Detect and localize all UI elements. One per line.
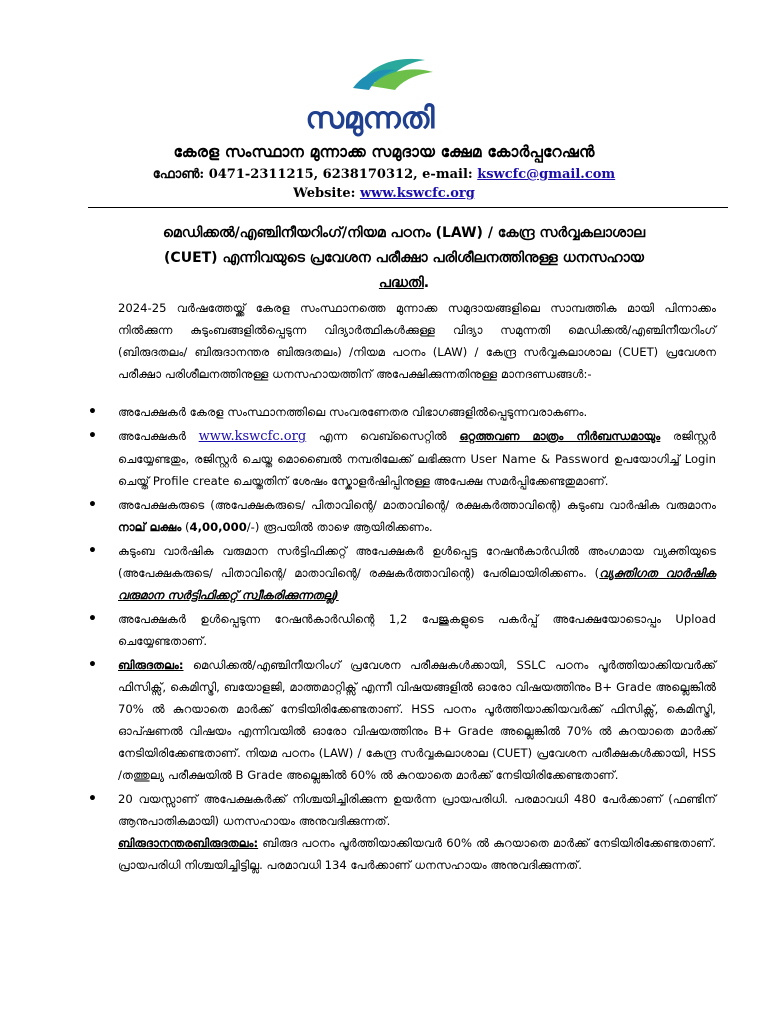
list-item bbox=[88, 494, 716, 538]
criteria-text: /-) രൂപയിൽ താഴെ ആയിരിക്കണം. bbox=[246, 520, 433, 534]
criteria-text: അപേക്ഷകർ bbox=[118, 429, 199, 443]
criteria-text: ( bbox=[181, 520, 190, 534]
criteria-text: 20 വയസ്സാണ് അപേക്ഷകർക്ക് നിശ്ചയിച്ചിരിക്കുന്ന ഉയർന്ന പ്രായപരിധി. പരമാവധി 480 പേർക്കാണ് (ഫണ്ടിന് ആനുപാതികമായി) ധനസഹായം അനുവദിക്കുന്നത്. bbox=[118, 792, 716, 828]
title-line-2: (CUET) എന്നിവയുടെ പ്രവേശന പരീക്ഷാ പരിശീലനത്തിനുള്ള ധനസഹായ bbox=[164, 250, 644, 266]
header-divider bbox=[88, 207, 728, 208]
title-line-1: മെഡിക്കൽ/എഞ്ചിനീയറിംഗ്/നിയമ പഠനം (LAW) / കേന്ദ്ര സർവ്വകലാശാല bbox=[162, 225, 646, 241]
list-item bbox=[88, 540, 716, 606]
email-link[interactable]: kswcfc@gmail.com bbox=[477, 167, 616, 182]
list-item bbox=[88, 788, 716, 832]
title-tail: . bbox=[423, 275, 430, 291]
criteria-list bbox=[88, 401, 716, 878]
website-line bbox=[0, 186, 768, 201]
criteria-emphasis: ഒറ്റത്തവണ മാത്രം നിർബന്ധമായും bbox=[459, 429, 661, 443]
bullet-icon: • bbox=[88, 428, 97, 444]
intro-paragraph: 2024-25 വർഷത്തേയ്ക്ക് കേരള സംസ്ഥാനത്തെ മുന്നാക്ക സമുദായങ്ങളിലെ സാമ്പത്തിക മായി പിന്നാക്കം നിൽക്കുന്ന കുടുംബങ്ങളിൽപ്പെടുന്ന വിദ്യാർത്ഥികൾക്കുള്ള വിദ്യാ സമുന്നതി മെഡിക്കൽ/എഞ്ചിനീയറിംഗ് (ബിരുദതലം/ ബിരുദാനന്തര ബിരുദതലം) /നിയമ പഠനം (LAW) / കേന്ദ്ര സർവ്വകലാശാല (CUET) പ്രവേശന പരീക്ഷാ പരിശീലനത്തിനുള്ള ധനസഹായത്തിന് അപേക്ഷിക്കുന്നതിനുള്ള മാനദണ്ഡങ്ങൾ:- bbox=[118, 301, 716, 381]
org-name: കേരള സംസ്ഥാന മുന്നാക്ക സമുദായ ക്ഷേമ കോർപ്പറേഷൻ bbox=[173, 143, 595, 161]
contact-line bbox=[0, 167, 768, 182]
section-label-postgraduate: ബിരുദാനന്തരബിരുദതലം: bbox=[118, 836, 259, 850]
list-item bbox=[88, 401, 716, 423]
title-line-3 bbox=[86, 271, 722, 296]
criteria-text: അപേക്ഷകരുടെ (അപേക്ഷകരുടെ/ പിതാവിന്റെ/ മാതാവിന്റെ/ രക്ഷകർത്താവിന്റെ) കുടുംബ വാർഷിക വരുമാനം bbox=[118, 498, 716, 512]
list-item bbox=[88, 608, 716, 652]
criteria-text: രജിസ്റ്റർ ചെയ്യേണ്ടതും, രജിസ്റ്റർ ചെയ്ത മൊബൈൽ നമ്പരിലേക്ക് ലഭിക്കുന്ന User Name & Password ഉപയോഗിച്ച് Login ചെയ്ത് Profile create ചെയ്തതിന് ശേഷം സ്കോളർഷിപ്പിനുള്ള അപേക്ഷ സമർപ്പിക്കേണ്ടതുമാണ്. bbox=[118, 429, 716, 488]
list-item bbox=[88, 425, 716, 492]
title-underlined: പദ്ധതി bbox=[378, 275, 424, 291]
website-label: Website: bbox=[293, 186, 360, 201]
bullet-icon: • bbox=[88, 497, 97, 513]
criteria-text: കുടുംബ വാർഷിക വരുമാന സർട്ടിഫിക്കറ്റ് അപേക്ഷകർ ഉൾപ്പെട്ട റേഷൻകാർഡിൽ അംഗമായ വ്യക്തിയുടെ (അപേക്ഷകരുടെ/ പിതാവിന്റെ/ മാതാവിന്റെ/ രക്ഷകർത്താവിന്റെ) പേരിലായിരിക്കണം. ( bbox=[118, 544, 716, 580]
bullet-icon: • bbox=[88, 657, 97, 673]
bullet-icon: • bbox=[88, 611, 97, 627]
logo-text: സമുന്നതി bbox=[305, 101, 435, 136]
criteria-text: അപേക്ഷകർ കേരള സംസ്ഥാനത്തിലെ സംവരണേതര വിഭാഗങ്ങളിൽപ്പെടുന്നവരാകണം. bbox=[118, 405, 588, 419]
criteria-emphasis: വ്യക്തിഗത വാർഷിക വരുമാന സർട്ടിഫിക്കറ്റ് സ്വീകരിക്കുന്നതല്ല) bbox=[118, 566, 716, 602]
bullet-icon: • bbox=[88, 543, 97, 559]
criteria-text: ബിരുദ പഠനം പൂർത്തിയാക്കിയവർ 60% ൽ കുറയാതെ മാർക്ക് നേടിയിരിക്കേണ്ടതാണ്. പ്രായപരിധി നിശ്ചയിച്ചിട്ടില്ല. പരമാവധി 134 പേർക്കാണ് ധനസഹായം അനുവദിക്കുന്നത്. bbox=[118, 836, 716, 872]
document-title bbox=[86, 221, 722, 296]
kswcfc-link[interactable]: www.kswcfc.org bbox=[198, 429, 307, 444]
bullet-icon: • bbox=[88, 791, 97, 807]
income-limit-words: നാല് ലക്ഷം bbox=[118, 520, 182, 534]
phone-label: ഫോൺ: 0471-2311215, 6238170312, e-mail: bbox=[152, 167, 478, 182]
list-item-plain bbox=[88, 832, 716, 876]
list-item bbox=[88, 654, 716, 786]
criteria-text: മെഡിക്കൽ/എഞ്ചിനീയറിംഗ് പ്രവേശന പരീക്ഷകൾക്കായി, SSLC പഠനം പൂർത്തിയാക്കിയവർക്ക് ഫിസിക്സ്, കെമിസ്ട്രി, ബയോളജി, മാത്തമാറ്റിക്സ് എന്നീ വിഷയങ്ങളിൽ ഓരോ വിഷയത്തിനും B+ Grade അല്ലെങ്കിൽ 70% ൽ കുറയാതെ മാർക്ക് നേടിയിരിക്കേണ്ടതാണ്. HSS പഠനം പൂർത്തിയാക്കിയവർക്ക് ഫിസിക്സ്, കെമിസ്ട്രി, ഓപ്ഷണൽ വിഷയം എന്നിവയിൽ ഓരോ വിഷയത്തിനും B+ Grade അല്ലെങ്കിൽ 70% ൽ കുറയാതെ മാർക്ക് നേടിയിരിക്കേണ്ടതാണ്. നിയമ പഠനം (LAW) / കേന്ദ്ര സർവ്വകലാശാല (CUET) പ്രവേശന പരീക്ഷകൾക്കായി, HSS /തത്തുല്യ പരീക്ഷയിൽ B Grade അല്ലെങ്കിൽ 60% ൽ കുറയാതെ മാർക്ക് നേടിയിരിക്കേണ്ടതാണ്. bbox=[118, 658, 716, 782]
criteria-text: അപേക്ഷകർ ഉൾപ്പെടുന്ന റേഷൻകാർഡിന്റെ 1,2 പേജുകളുടെ പകർപ്പ് അപേക്ഷയോടൊപ്പം Upload ചെയ്യേണ്ടതാണ്. bbox=[118, 612, 716, 648]
criteria-text: എന്ന വെബ്സൈറ്റിൽ bbox=[306, 429, 460, 443]
section-label-degree: ബിരുദതലം: bbox=[118, 658, 184, 672]
logo-graphic bbox=[283, 52, 457, 140]
income-limit-number: 4,00,000 bbox=[189, 520, 247, 534]
samunnathi-logo bbox=[283, 52, 457, 140]
website-link[interactable]: www.kswcfc.org bbox=[359, 186, 475, 201]
bullet-icon: • bbox=[88, 404, 97, 420]
